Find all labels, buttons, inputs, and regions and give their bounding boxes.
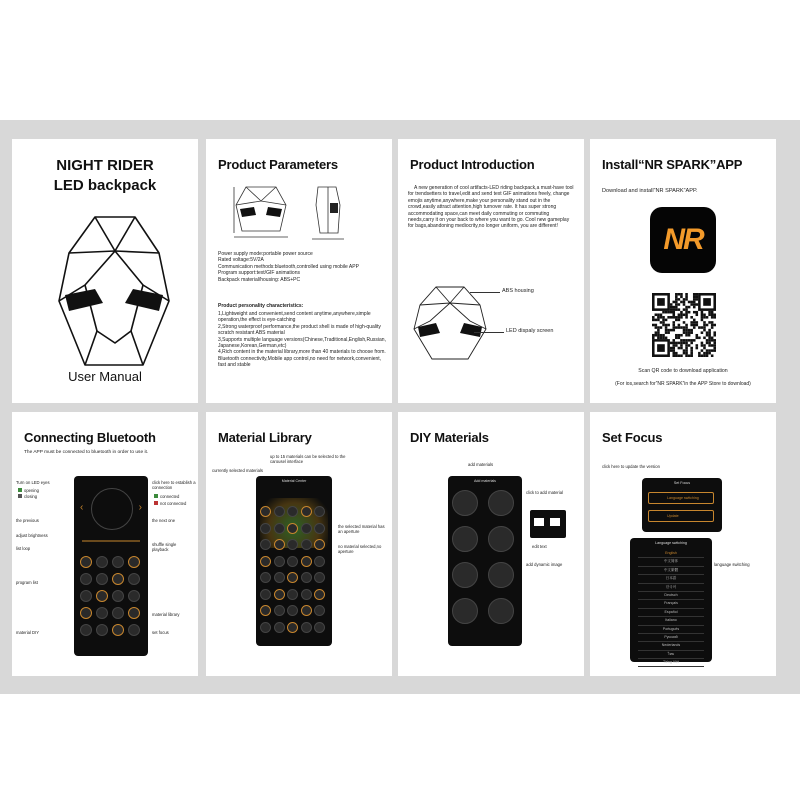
language-option[interactable]: English [638,550,704,558]
material-slot[interactable] [301,589,312,600]
material-slot[interactable] [287,506,298,517]
material-slot[interactable] [488,598,514,624]
language-option[interactable]: 日本語 [638,575,704,583]
material-slot[interactable] [452,562,478,588]
material-slot[interactable] [314,539,325,550]
next-arrow-icon[interactable]: › [138,502,142,513]
menu-language-switching[interactable] [648,492,714,504]
label-shuffle: shuffle single playback [152,542,177,553]
label-next: the next one [152,518,176,523]
material-slot[interactable] [287,589,298,600]
material-slot[interactable] [80,573,92,585]
spec-item: Communication methods:bluetooth,controlled using mobile APP [218,263,359,270]
page-product-parameters [206,139,392,403]
material-slot[interactable] [112,624,124,636]
material-slot[interactable] [274,605,285,616]
material-slot[interactable] [96,607,108,619]
label-list-loop: list loop [16,546,31,551]
leader-line [470,292,500,293]
material-slot[interactable] [301,556,312,567]
app-screenshot-languages [630,538,712,665]
preview-block [550,518,560,526]
material-slot[interactable] [96,573,108,585]
phone-header: Set Focus [673,481,691,485]
material-slot[interactable] [301,539,312,550]
material-slot[interactable] [287,556,298,567]
label-click-add: click to add material [526,490,564,495]
label-connect: click here to establish a connection [152,480,196,491]
material-slot[interactable] [274,556,285,567]
material-slot[interactable] [287,523,298,534]
cover-footer: User Manual [68,369,142,384]
language-option[interactable]: 中文繁體 [638,567,704,575]
menu-item-label: Language switching [667,496,699,500]
material-slot[interactable] [314,523,325,534]
material-slot[interactable] [452,598,478,624]
brightness-slider[interactable] [82,540,140,542]
label-material-diy: material DIY [16,630,40,635]
app-screenshot-material [256,476,332,646]
label-language-switching: language switching [714,562,750,567]
label-material-library: material library [152,612,180,617]
material-slot[interactable] [488,526,514,552]
page-title: Connecting Bluetooth [24,430,156,445]
material-slot[interactable] [287,572,298,583]
eye-preview [91,488,133,530]
material-slot[interactable] [260,506,271,517]
phone-header: Material Center [281,479,307,483]
material-slot[interactable] [301,572,312,583]
spec-list [218,251,386,283]
material-slot[interactable] [314,556,325,567]
page-material-library [206,412,392,676]
material-slot[interactable] [274,622,285,633]
page-title: Material Library [218,430,312,445]
spec-item: Rated voltage:5V/2A [218,257,264,264]
cover-title-line2: LED backpack [53,177,157,194]
page-title: Set Focus [602,430,663,445]
label-previous: the previous [16,518,39,523]
app-screenshot-focus [642,478,722,532]
material-slot[interactable] [314,572,325,583]
material-slot[interactable] [287,605,298,616]
right-eye-led [125,289,163,311]
legend-opening: opening [18,488,39,493]
language-option[interactable]: Русский [638,634,704,642]
material-slot[interactable] [260,622,271,633]
label-set-focus: set focus [152,630,169,635]
material-slot[interactable] [274,589,285,600]
language-option[interactable]: 한국어 [638,584,704,592]
language-option[interactable]: 中文简体 [638,558,704,566]
material-slot[interactable] [112,556,124,568]
material-slot[interactable] [274,523,285,534]
phone-header: Add materials [474,479,496,483]
char-item: 1,Lightweight and convenient,send content anytime,anywhere,simple operation,the effect is eye-catching [218,311,371,324]
note-current-selected: currently selected materials [212,468,263,473]
char-item: 4,Rich content in the material library,more than 40 materials to choose from. Bluetooth connectivity,Mobile app control,no need for network,convenient, fast and stable [218,349,386,369]
label-update-version: click here to update the version [602,464,660,469]
language-option[interactable]: Tiếng Việt [638,659,704,667]
diy-slot-grid [452,490,518,640]
material-slot[interactable] [452,526,478,552]
edit-preview[interactable] [530,510,566,538]
material-slot[interactable] [80,607,92,619]
material-slot[interactable] [128,590,140,602]
material-slot[interactable] [274,572,285,583]
helmet-illustration [55,211,173,371]
material-slot[interactable] [112,590,124,602]
material-slot[interactable] [452,490,478,516]
material-slot[interactable] [314,589,325,600]
page-install-app [590,139,776,403]
material-slot[interactable] [112,573,124,585]
spec-item: Backpack material/housing: ABS+PC [218,276,301,283]
material-slot[interactable] [96,556,108,568]
install-subtitle: Download and install“NR SPARK”APP. [602,188,698,194]
material-slot[interactable] [314,605,325,616]
material-slot[interactable] [301,605,312,616]
prev-arrow-icon[interactable]: ‹ [80,502,84,513]
label-led-eyes: Turn on LED eyes [16,480,50,485]
label-add-materials: add materials [468,462,494,467]
helmet-small-illustration [410,283,490,363]
language-option[interactable]: Deutsch [638,592,704,600]
legend-connected: connected [154,494,179,499]
page-title: Product Parameters [218,157,338,172]
page-title: DIY Materials [410,430,489,445]
label-program-list: program list [16,580,38,585]
material-slot[interactable] [260,572,271,583]
material-slot[interactable] [260,523,271,534]
spec-item: Power supply mode:portable power source [218,251,313,257]
material-slot[interactable] [260,556,271,567]
material-slot[interactable] [301,622,312,633]
backpack-front-diagram [232,183,290,241]
label-brightness: adjust brightness [16,533,48,538]
material-slot[interactable] [274,539,285,550]
note-max-15: up to 15 materials can be selected to the carousel interface [270,454,346,465]
material-slot[interactable] [301,523,312,534]
material-grid [260,506,328,640]
material-slot[interactable] [260,539,271,550]
qr-code[interactable] [652,293,716,357]
phone-header: Language switching [655,541,687,545]
characteristics-list [218,311,386,369]
material-slot[interactable] [488,562,514,588]
spec-item: Program support:text/GIF animations [218,270,300,277]
material-slot[interactable] [314,622,325,633]
backpack-side-diagram [310,183,346,243]
app-screenshot-diy [448,476,522,646]
language-option[interactable]: ไทย [638,651,704,659]
language-option[interactable]: Français [638,600,704,608]
material-slot[interactable] [128,607,140,619]
language-option[interactable]: Nederlands [638,642,704,650]
char-item: 3,Supports multiple language versions(Chinese,Traditional,English,Russian, Japanese,Korean,German,etc) [218,336,386,350]
page-set-focus [590,412,776,676]
page-product-introduction [398,139,584,403]
menu-item-label: Update [667,514,679,518]
material-slot[interactable] [96,624,108,636]
material-slot[interactable] [287,539,298,550]
language-option[interactable]: Português [638,626,704,634]
note-aperture: the selected material has an aperture [338,524,385,535]
app-screenshot-main [74,476,148,656]
page-connecting-bluetooth [12,412,198,676]
material-slot[interactable] [128,556,140,568]
material-slot[interactable] [488,490,514,516]
material-slot[interactable] [287,622,298,633]
material-slot[interactable] [80,590,92,602]
material-slot[interactable] [96,590,108,602]
material-slot[interactable] [128,624,140,636]
material-slot[interactable] [80,556,92,568]
legend-not-connected: not connected [154,501,186,506]
material-slot[interactable] [80,624,92,636]
material-slot[interactable] [128,573,140,585]
app-logo-text: NR [663,223,703,256]
intro-body: A new generation of cool artifacts-LED riding backpack,a must-have tool for trendsetters to travel,edit and send text GIF animations freely, change emojis anytime,anywhere,make your personality stand out in the crowd,easily attract attention,high turnover rate. It has super strong accommodating space,can meet daily commuting or commuting needs,carry it on your back to where you want to go. Cool new gameplay for bags,abandoning mediocrity,no longer uniform, you are different! [408,185,574,230]
program-grid [80,556,144,646]
left-eye-led [65,289,103,311]
language-option[interactable]: Español [638,609,704,617]
page-title: Product Introduction [410,157,535,172]
ios-instruction: (For ios,search for“NR SPARK”in the APP Store to download) [615,381,751,387]
language-list [638,550,704,667]
characteristics-heading: Product personality characteristics: [218,303,304,309]
page-diy-materials [398,412,584,676]
material-slot[interactable] [301,506,312,517]
bluetooth-subtitle: The APP must be connected to bluetooth in order to use it. [24,450,149,455]
material-slot[interactable] [260,589,271,600]
cover-title-line1: NIGHT RIDER [56,157,154,174]
char-item: 2,Strong waterproof performance,the product shell is made of high-quality scratch resistant ABS material [218,323,381,337]
preview-block [534,518,544,526]
page-title: Install“NR SPARK”APP [602,157,743,172]
language-option[interactable]: Italiano [638,617,704,625]
nr-spark-app-icon[interactable] [650,207,716,273]
material-slot[interactable] [314,506,325,517]
menu-update[interactable] [648,510,714,522]
material-slot[interactable] [260,605,271,616]
label-dynamic-image: add dynamic image [526,562,563,567]
material-slot[interactable] [112,607,124,619]
page-cover [12,139,198,403]
legend-closing: closing [18,494,37,499]
label-led-screen: LED dispaly screen [506,328,554,334]
leader-line [474,332,504,333]
material-slot[interactable] [274,506,285,517]
label-abs-housing: ABS housing [502,288,534,294]
label-edit-text: edit text [532,544,547,549]
note-no-aperture: no material selected,no aperture [338,544,382,555]
scan-instruction: Scan QR code to download application [638,368,728,374]
